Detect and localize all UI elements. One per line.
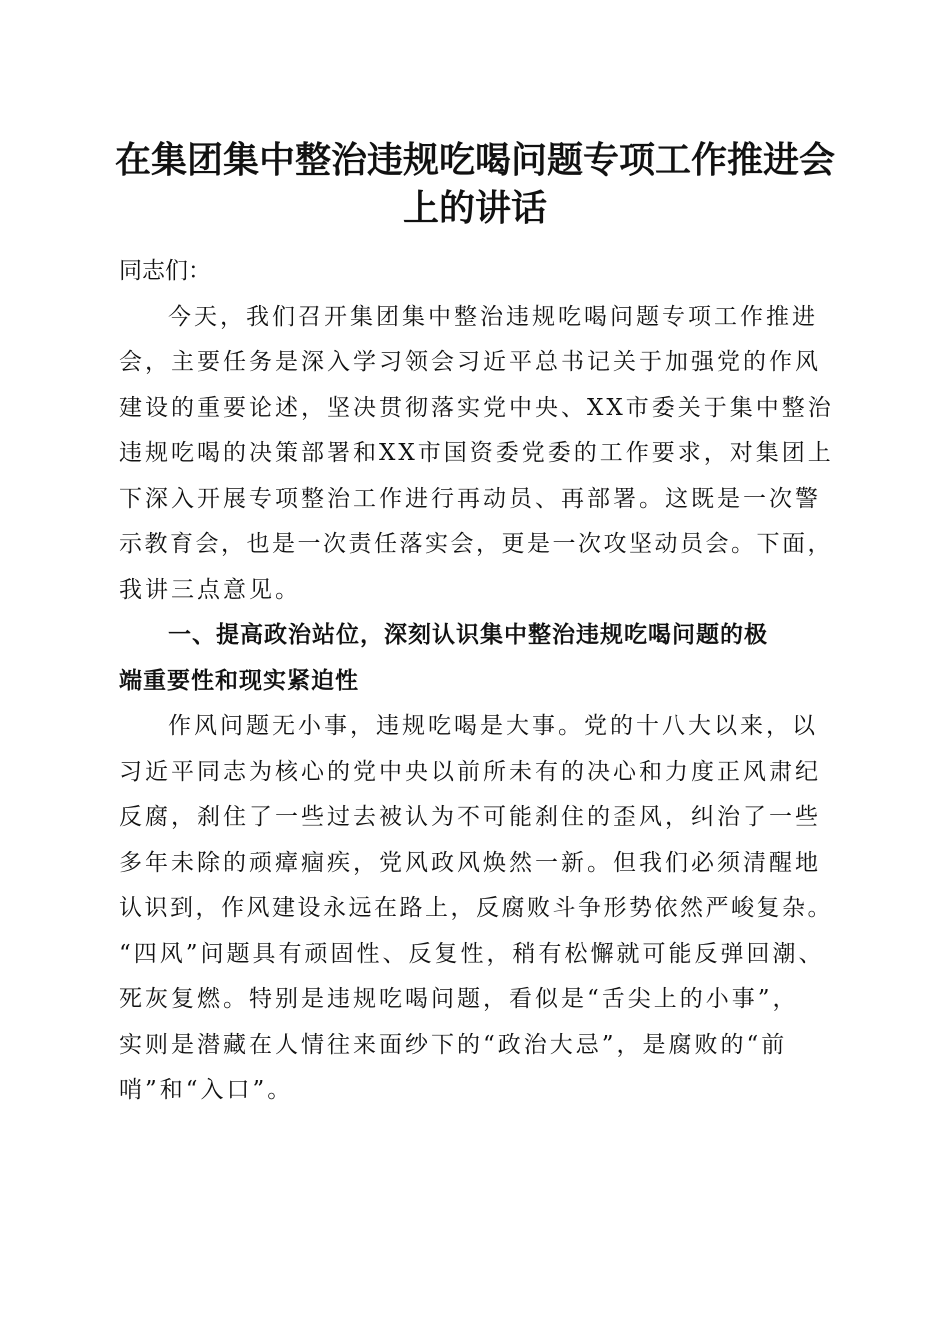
paragraph-line: 多年未除的顽瘴痼疾，党风政风焕然一新。但我们必须清醒地 (119, 849, 821, 876)
paragraph-line: 示教育会，也是一次责任落实会，更是一次攻坚动员会。下面， (119, 531, 833, 557)
paragraph-opening (119, 295, 841, 614)
paragraph-line: 下深入开展专项整治工作进行再动员、再部署。这既是一次警 (119, 485, 821, 512)
section-heading-1 (119, 613, 841, 704)
paragraph-line: 我讲三点意见。 (119, 576, 301, 603)
paragraph-line: 会，主要任务是深入学习领会习近平总书记关于加强党的作风 (119, 349, 821, 375)
paragraph-line: 作风问题无小事，违规吃喝是大事。党的十八大以来，以 (168, 713, 818, 739)
document-body (119, 249, 841, 1114)
heading-line: 端重要性和现实紧迫性 (119, 667, 359, 694)
paragraph-line: 今天，我们召开集团集中整治违规吃喝问题专项工作推进 (168, 303, 818, 330)
paragraph-line: 反腐，刹住了一些过去被认为不可能刹住的歪风，纠治了一些 (119, 804, 821, 830)
paragraph-line: 哨”和“入口”。 (119, 1077, 294, 1103)
paragraph-line: 习近平同志为核心的党中央以前所未有的决心和力度正风肃纪 (119, 758, 821, 785)
paragraph-line: 实则是潜藏在人情往来面纱下的“政治大忌”，是腐败的“前 (119, 1031, 788, 1058)
title-line-2: 上的讲话 (402, 187, 547, 229)
paragraph-line: 认识到，作风建设永远在路上，反腐败斗争形势依然严峻复杂。 (119, 895, 833, 921)
title-line-1: 在集团集中整治违规吃喝问题专项工作推进会 (114, 139, 835, 181)
heading-line: 一、提高政治站位，深刻认识集中整治违规吃喝问题的极 (168, 622, 768, 648)
paragraph-line: 建设的重要论述，坚决贯彻落实党中央、XX市委关于集中整治 (119, 394, 834, 421)
salutation: 同志们： (119, 258, 211, 284)
paragraph-line: “四风”问题具有顽固性、反复性，稍有松懈就可能反弹回潮、 (119, 940, 825, 967)
document-title (110, 136, 840, 232)
paragraph-line: 死灰复燃。特别是违规吃喝问题，看似是“舌尖上的小事”， (119, 986, 799, 1012)
paragraph-section-1 (119, 704, 841, 1114)
paragraph-line: 违规吃喝的决策部署和XX市国资委党委的工作要求，对集团上 (119, 440, 834, 466)
